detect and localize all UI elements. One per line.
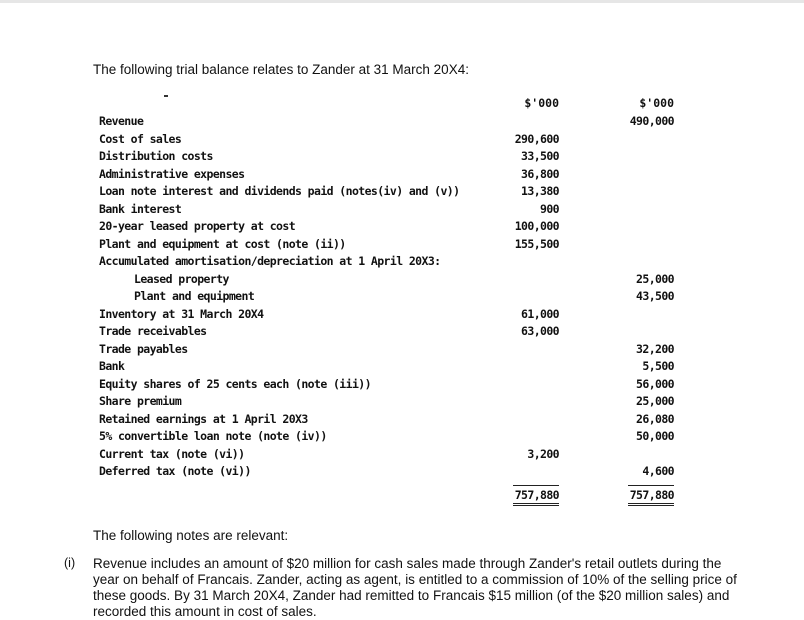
credit-value: 25,000	[636, 271, 674, 286]
table-row	[0, 148, 804, 164]
top-border	[0, 0, 804, 3]
credit-value: 4,600	[642, 464, 674, 478]
row-label: Current tax (note (vi))	[99, 446, 245, 461]
debit-double-rule-1	[513, 503, 559, 504]
credit-double-rule-1	[628, 503, 674, 504]
credit-value: 26,080	[636, 411, 674, 426]
row-label: 5% convertible loan note (note (iv))	[99, 429, 327, 443]
row-label: Plant and equipment	[134, 289, 255, 303]
credit-value: 490,000	[629, 114, 674, 128]
row-label: Inventory at 31 March 20X4	[99, 306, 264, 321]
row-label: 20-year leased property at cost	[99, 219, 296, 233]
table-row	[0, 183, 804, 199]
row-label: Retained earnings at 1 April 20X3	[99, 411, 308, 426]
credit-value: 56,000	[636, 376, 674, 391]
row-label: Trade payables	[99, 341, 188, 356]
debit-value: 33,500	[521, 149, 559, 163]
table-row	[0, 411, 804, 427]
credit-double-rule-2	[628, 505, 674, 506]
row-label: Revenue	[99, 114, 144, 128]
table-row	[0, 323, 804, 339]
credit-value: 43,500	[636, 289, 674, 303]
notes-intro: The following notes are relevant:	[93, 528, 289, 543]
debit-column-header: $'000	[524, 96, 559, 110]
row-label: Bank interest	[99, 201, 182, 216]
table-row	[0, 376, 804, 392]
table-row	[0, 131, 804, 147]
debit-value: 61,000	[521, 306, 559, 321]
row-label: Loan note interest and dividends paid (notes(iv) and (v))	[99, 184, 460, 198]
credit-value: 50,000	[636, 429, 674, 443]
debit-value: 290,600	[514, 131, 559, 146]
debit-total-rule	[513, 485, 559, 486]
credit-value: 25,000	[636, 394, 674, 408]
stray-mark	[164, 95, 168, 97]
table-row	[0, 446, 804, 462]
debit-value: 155,500	[514, 236, 559, 251]
table-row	[0, 428, 804, 444]
credit-value: 32,200	[636, 341, 674, 356]
table-row	[0, 358, 804, 374]
credit-column-header: $'000	[639, 96, 674, 110]
debit-value: 100,000	[514, 219, 559, 233]
table-row	[0, 253, 804, 269]
row-label: Trade receivables	[99, 324, 207, 338]
table-row	[0, 113, 804, 129]
row-label: Distribution costs	[99, 149, 213, 163]
table-row	[0, 236, 804, 252]
debit-value: 13,380	[521, 184, 559, 198]
row-label: Deferred tax (note (vi))	[99, 464, 251, 478]
table-row	[0, 201, 804, 217]
table-row	[0, 306, 804, 322]
table-row	[0, 393, 804, 409]
intro-text: The following trial balance relates to Zander at 31 March 20X4:	[93, 62, 469, 77]
debit-value: 63,000	[521, 324, 559, 338]
debit-total: 757,880	[514, 488, 559, 502]
row-label: Accumulated amortisation/depreciation at 1 April 20X3:	[99, 254, 441, 268]
note-number: (i)	[64, 556, 76, 570]
row-label: Plant and equipment at cost (note (ii))	[99, 236, 346, 251]
row-label: Administrative expenses	[99, 166, 245, 181]
row-label: Bank	[99, 359, 125, 373]
credit-total-rule	[628, 485, 674, 486]
table-row	[0, 271, 804, 287]
credit-value: 5,500	[642, 359, 674, 373]
table-row	[0, 166, 804, 182]
row-label: Leased property	[134, 271, 229, 286]
table-row	[0, 288, 804, 304]
debit-value: 3,200	[527, 446, 559, 461]
debit-value: 900	[540, 201, 559, 216]
table-row	[0, 218, 804, 234]
table-row	[0, 341, 804, 357]
debit-double-rule-2	[513, 505, 559, 506]
row-label: Share premium	[99, 394, 182, 408]
note-text: Revenue includes an amount of $20 million for cash sales made through Zander's retail outlets during the year on behalf of Francais. Zander, acting as agent, is entitled to a commission of 10% of the selling price of these goods. By 31 March 20X4, Zander had remitted to Francais $15 million (of the $20 million sales) and recorded this amount in cost of sales.	[93, 556, 737, 619]
row-label: Equity shares of 25 cents each (note (iii))	[99, 376, 371, 391]
table-row	[0, 463, 804, 479]
debit-value: 36,800	[521, 166, 559, 181]
row-label: Cost of sales	[99, 131, 182, 146]
credit-total: 757,880	[629, 488, 674, 502]
